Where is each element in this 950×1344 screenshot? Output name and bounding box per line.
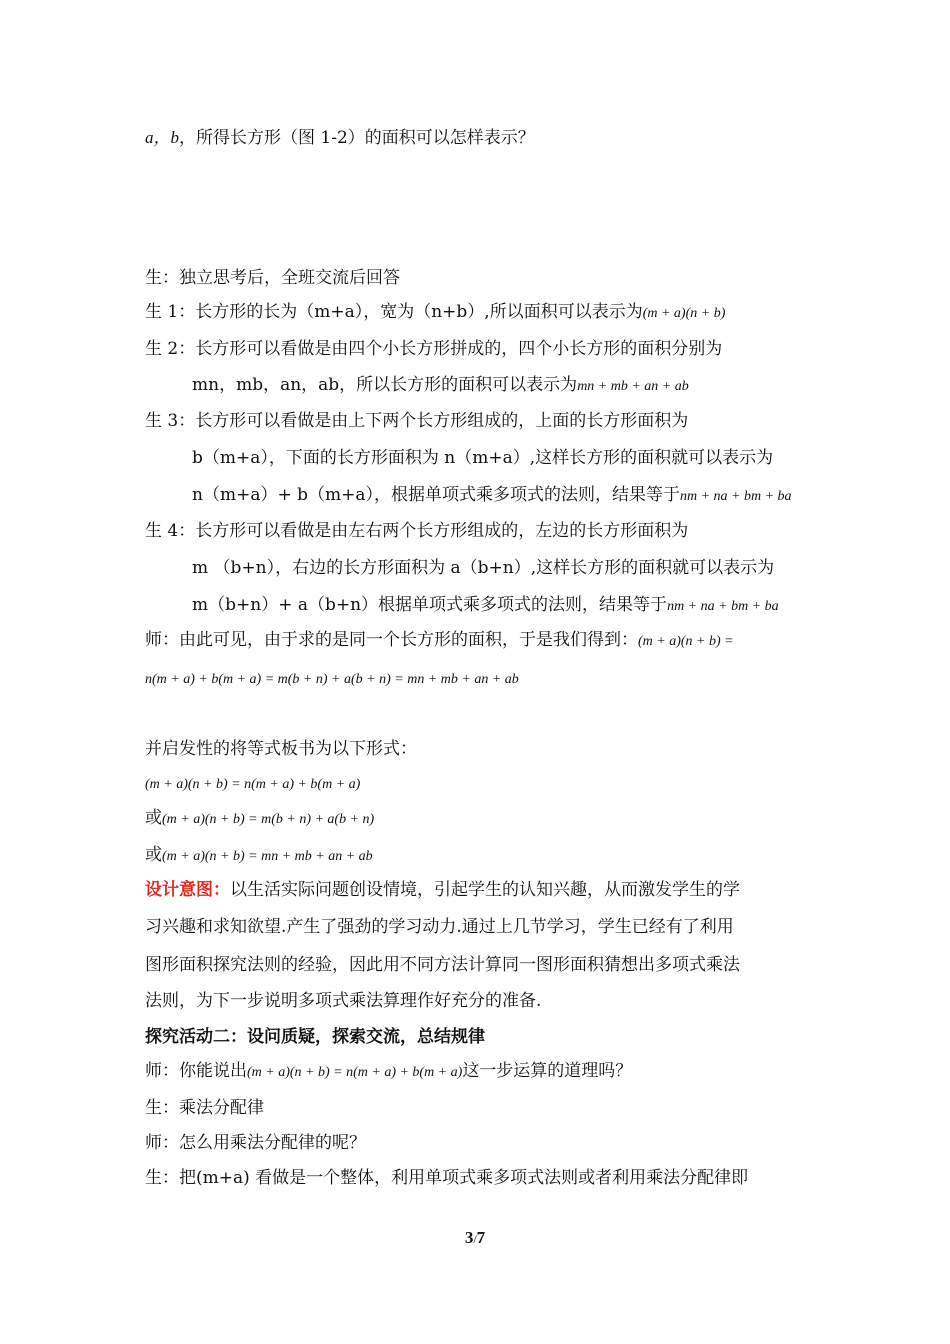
teacher-followup: 师：怎么用乘法分配律的呢？ [145, 1133, 366, 1153]
formula: mn + mb + an + ab [577, 379, 689, 394]
teacher-question: 师：你能说出(m + a)(n + b) = n(m + a) + b(m + a)这一步运算的道理吗？ [145, 1061, 633, 1081]
formula: (m + a)(n + b) = mn + mb + an + ab [162, 849, 373, 864]
board-intro: 并启发性的将等式板书为以下形式： [145, 739, 417, 759]
design-intent-line-4: 法则，为下一步说明多项式乘法算理作好充分的准备. [145, 991, 542, 1011]
student-3-result: n（m+a）+ b（m+a），根据单项式乘多项式的法则，结果等于nm + na + bm + ba [192, 485, 792, 505]
student-4-continued: m （b+n），右边的长方形面积为 a（b+n）,这样长方形的面积就可以表示为 [192, 558, 775, 578]
student-4-answer: 生 4：长方形可以看做是由左右两个长方形组成的，左边的长方形面积为 [145, 521, 689, 541]
design-intent-line-2: 习兴趣和求知欲望.产生了强劲的学习动力.通过上几节学习，学生已经有了利用 [145, 917, 734, 937]
page-number: 3/7 [464, 1228, 486, 1247]
formula: (m + a)(n + b) = n(m + a) + b(m + a) [247, 1065, 463, 1080]
student-3-continued: b（m+a），下面的长方形面积为 n（m+a）,这样长方形的面积就可以表示为 [192, 448, 774, 468]
formula: (m + a)(n + b) = m(b + n) + a(b + n) [162, 812, 375, 827]
design-intent-line-3: 图形面积探究法则的经验，因此用不同方法计算同一图形面积猜想出多项式乘法 [145, 955, 740, 975]
student-2-answer: 生 2：长方形可以看做是由四个小长方形拼成的，四个小长方形的面积分别为 [145, 339, 723, 359]
student-intro: 生：独立思考后，全班交流后回答 [145, 268, 400, 288]
formula: n(m + a) + b(m + a) = m(b + n) + a(b + n) = mn + mb + an + ab [145, 672, 519, 687]
design-intent: 设计意图：以生活实际问题创设情境，引起学生的认知兴趣，从而激发学生的学 [145, 880, 740, 900]
question-line: a，b，所得长方形（图 1-2）的面积可以怎样表示？ [145, 128, 535, 148]
student-explanation: 生：把(m+a) 看做是一个整体，利用单项式乘多项式法则或者利用乘法分配律即 [145, 1168, 749, 1188]
board-equation-1 [145, 771, 360, 797]
formula: nm + na + bm + ba [679, 489, 792, 504]
design-intent-label: 设计意图： [145, 880, 230, 900]
student-4-result: m（b+n）+ a（b+n）根据单项式乘多项式的法则，结果等于nm + na + bm + ba [192, 595, 779, 615]
section-heading: 探究活动二：设问质疑，探索交流，总结规律 [145, 1027, 485, 1047]
formula: (m + a)(n + b) = [638, 634, 734, 649]
equation-chain [145, 666, 519, 692]
board-equation-2: 或(m + a)(n + b) = m(b + n) + a(b + n) [145, 808, 375, 828]
formula: nm + na + bm + ba [667, 599, 779, 614]
student-reply: 生：乘法分配律 [145, 1098, 264, 1118]
formula: (m + a)(n + b) [642, 306, 726, 321]
formula: (m + a)(n + b) = n(m + a) + b(m + a) [145, 777, 361, 792]
student-1-answer: 生 1：长方形的长为（m+a），宽为（n+b）,所以面积可以表示为(m + a)(n + b) [145, 302, 726, 322]
board-equation-3: 或(m + a)(n + b) = mn + mb + an + ab [145, 845, 373, 865]
student-2-continued: mn，mb，an，ab，所以长方形的面积可以表示为mn + mb + an + ab [192, 375, 689, 395]
student-3-answer: 生 3：长方形可以看做是由上下两个长方形组成的，上面的长方形面积为 [145, 411, 689, 431]
teacher-conclusion: 师：由此可见，由于求的是同一个长方形的面积，于是我们得到：(m + a)(n + b) = [145, 630, 734, 650]
